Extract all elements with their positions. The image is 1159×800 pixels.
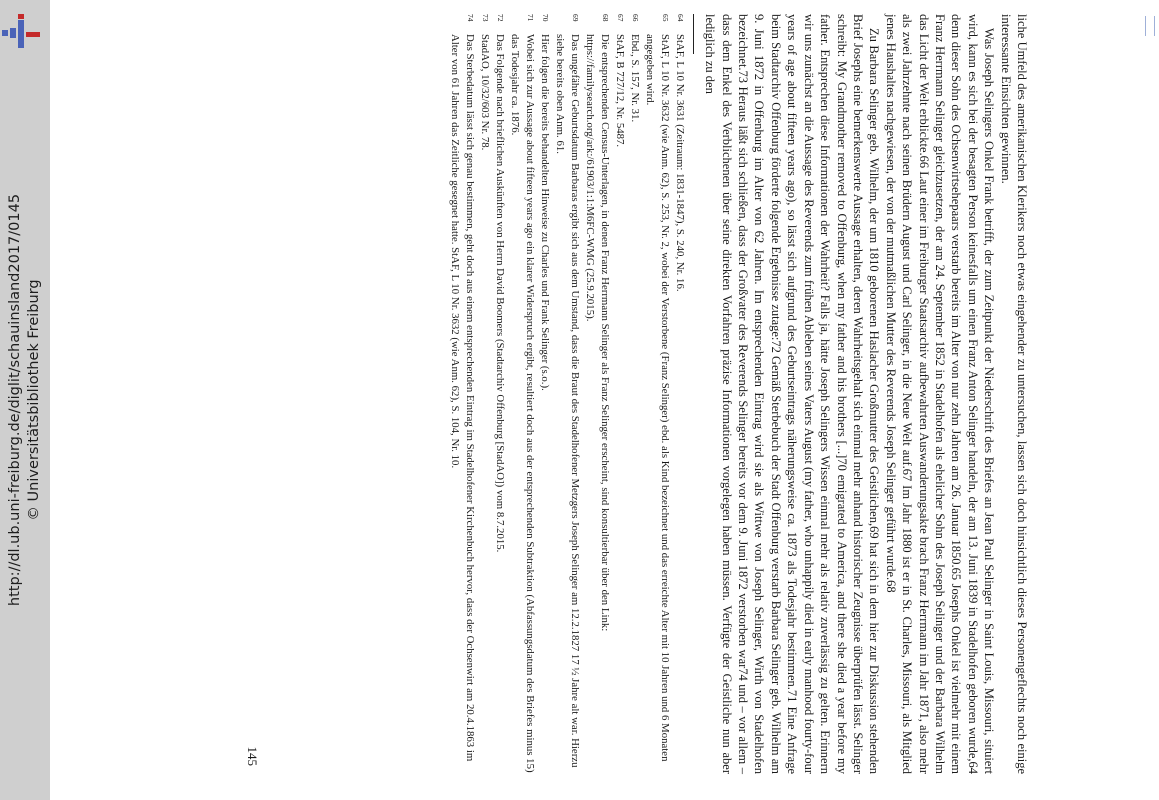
footnote-number: 70 xyxy=(540,14,550,22)
footnote-number: 73 xyxy=(480,14,490,22)
rotated-page xyxy=(150,14,1030,774)
footnote-text: Die entsprechenden Census-Unterlagen, in denen Franz Herrmann Selinger als Franz Selinger erscheint, sind konsultierbar über den Link: https://familysearch.org/ark:/61903/1:1:M6FC-WMG (25.9.2015). xyxy=(583,34,611,632)
footnote-number: 71 xyxy=(525,14,535,22)
footnote xyxy=(672,14,687,774)
paragraph: Zu Barbara Selinger geb. Wilhelm, der um 1810 geborenen Haslacher Großmutter des Geistlichen,69 hat sich in dem hier zur Diskussion stehenden Brief Josephs eine bemerkenswerte Aussage erhalten, deren Wahrheitsgehalt sich einmal mehr anhand historischer Zeugnisse überprüfen lässt. Selinger schreibt: My Grandmother removed to Offenburg, when my father and his brothers [...]70 emigrated to America, and there she died a year before my father. Entsprechen diese Informationen der Wahrheit? Falls ja, hätte Joseph Selingers Wissen einmal mehr als relativ zuverlässig zu gelten. Erinnern wir uns zunächst an die Aussage des Reverends zum frühen Ableben seines Vaters August (my father, who unhappily died in early manhood fourty-four years of age about fifteen years ago), so lässt sich aufgrund des Geburtseintrags näherungsweise ca. 1873 als Todesjahr bestimmen.71 Eine Anfrage beim Stadtarchiv Offenburg förderte folgende Ergebnisse zutage:72 Gemäß Sterbebuch der Stadt Offenburg verstarb Barbara Selinger geb. Wilhelm am 9. Juni 1872 in Offenburg im Alter von 62 Jahren. Im entsprechenden Eintrag wird sie als Wittwe von Joseph Selinger, Wirth von Stadelhofen bezeichnet.73 Heraus läßt sich schließen, dass der Großvater des Reverends Selinger bereits vor dem 9. Juni 1872 verstorben war74 und – vor allem – dass dem Enkel des Verblichenen über seine direkten Vorfahren präzise Informationen vorgelegen haben müssen. Verfügte der Geistliche nun aber lediglich zu den xyxy=(703,14,882,774)
footnote-text: Hier folgen die bereits behandelten Hinweise zu Charles und Frank Selinger (s.o.). xyxy=(538,34,551,391)
footnote-number: 67 xyxy=(615,14,625,22)
footnote xyxy=(507,14,537,774)
paragraph: liche Umfeld des amerikanischen Klerikers noch etwas eingehender zu untersuchen, lassen sich doch hinsichtlich dieses Personengeflechts noch einige interessante Einsichten gewinnen. xyxy=(998,14,1029,774)
footnote-separator xyxy=(693,14,694,54)
footnote xyxy=(552,14,582,774)
paragraph: Was Joseph Selingers Onkel Frank betrifft, der zum Zeitpunkt der Niederschrift des Briefes an Jean Paul Selinger in Saint Louis, Missouri, situiert wird, kann es sich bei der besagten Person keinesfalls um einen Franz Anton Selinger handeln, der am 13. Juni 1839 in Stadelhofen geboren wurde,64 denn dieser Sohn des Ochsenwirtsehepaars verstarb bereits im Alter von nur zehn Jahren am 26. Januar 1850.65 Josephs Onkel ist vielmehr mit einem Franz Herrmann Selinger gleichzusetzen, der am 24. September 1852 in Stadelhofen als ehelicher Sohn des Joseph Selinger und der Barbara Wilhelm das Licht der Welt erblickte.66 Laut einer im Freiburger Staatsarchiv aufbewahrten Auswanderungsakte brach Franz Herrmann im Jahr 1871, also mehr als zwei Jahrzehnte nach seinen Brüdern August und Carl Selinger, in die Neue Welt auf.67 Im Jahr 1880 ist er in St. Charles, Missouri, als Mitglied jenes Haushaltes nachgewiesen, der von der mutmaßlichen Mutter des Reverends Joseph Selinger geführt wurde.68 xyxy=(883,14,997,774)
footnote-text: StAF, B 727/12, Nr. 5487. xyxy=(613,34,626,148)
footnote-number: 74 xyxy=(465,14,475,22)
footnote xyxy=(612,14,627,774)
footnote xyxy=(642,14,672,774)
footnote-number: 72 xyxy=(495,14,505,22)
footnote xyxy=(582,14,612,774)
footnote-number: 65 xyxy=(660,14,670,22)
footnote-list xyxy=(447,14,687,774)
watermark-copyright: © Universitätsbibliothek Freiburg xyxy=(26,279,42,521)
footnote-text: Wobei sich zur Aussage about fifteen years ago ein klarer Widerspruch ergibt, resultiert doch aus der entsprechenden Subtraktion (Abfassungsdatum des Briefes minus 15) das Todesjahr ca. 1876. xyxy=(508,34,536,773)
watermark xyxy=(6,0,46,800)
footnote-text: StAF, L 10 Nr. 3632 (wie Anm. 62), S. 253, Nr. 2, wobei der Verstorbene (Franz Selinger) ebd. als Kind bezeichnet und das erreichte Alter mit 10 Jahren und 6 Monaten angegeben wird. xyxy=(643,34,671,762)
footnote xyxy=(477,14,492,774)
footnote-text: Ebd., S. 157, Nr. 31. xyxy=(628,34,641,123)
footnote xyxy=(447,14,477,774)
footnote-text: Das Folgende nach brieflichen Auskünften von Herrn David Boomers (Stadtarchiv Offenburg [StadAO]) vom 8.7.2015. xyxy=(493,34,506,553)
body-text xyxy=(702,14,1030,774)
footnote-text: StAF, L 10 Nr. 3631 (Zeitraum: 1831-1847), S. 240, Nr. 16. xyxy=(673,34,686,292)
footnote xyxy=(627,14,642,774)
footnote-number: 66 xyxy=(630,14,640,22)
footnote xyxy=(537,14,552,774)
footnote-number: 69 xyxy=(570,14,580,22)
footnote-text: Das ungefähre Geburtsdatum Barbaras ergibt sich aus dem Umstand, dass die Braut des Stadelhofener Metzgers Joseph Selinger am 12.2.1827 17 ½ Jahre alt war. Hierzu siehe bereits oben Anm. 61. xyxy=(553,34,581,768)
footnote-number: 64 xyxy=(675,14,685,22)
viewer-sidebar xyxy=(0,0,50,800)
page-number: 145 xyxy=(245,746,260,766)
footnote-text: StadAO, 10/32/603 Nr. 78. xyxy=(478,34,491,151)
footnote-number: 68 xyxy=(600,14,610,22)
footnote xyxy=(492,14,507,774)
page-edge-marker xyxy=(1145,16,1155,36)
footnote-text: Das Sterbedatum lässt sich genau bestimmen, geht doch aus einem entsprechenden Eintrag im Stadelhofener Kirchenbuch hervor, dass der Ochsenwirt am 20.4.1863 im Alter von 61 Jahren das Zeitliche gesegnet hatte. StAF, L 10 Nr. 3632 (wie Anm. 62), S. 104, Nr. 10. xyxy=(448,34,476,762)
watermark-url: http://dl.ub.uni-freiburg.de/diglit/schauinsland2017/0145 xyxy=(7,193,23,607)
